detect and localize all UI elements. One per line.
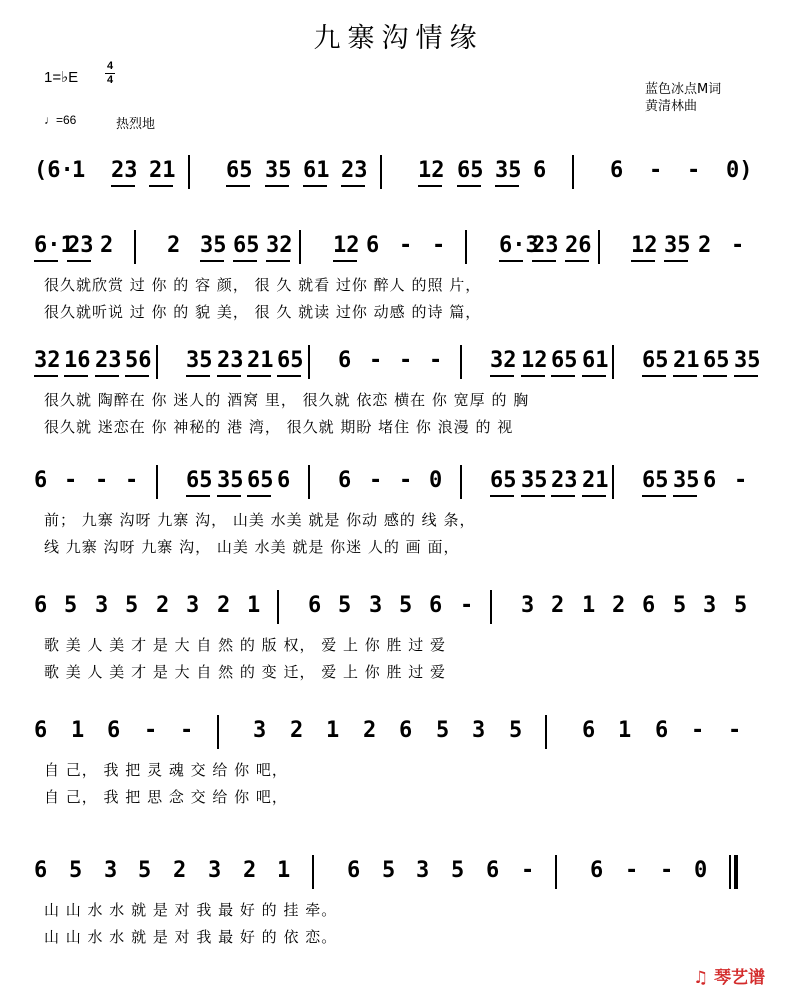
beam-underline — [247, 375, 271, 377]
note-group: 6 — [366, 233, 380, 258]
beam-underline — [200, 260, 224, 262]
note-group: 0 — [694, 858, 708, 883]
logo-icon: ♫ — [693, 968, 709, 988]
beam-underline — [277, 375, 301, 377]
note-group: 35 — [200, 233, 227, 258]
lyric-verse-1: 自 己， 我 把 灵 魂 交 给 你 吧， — [44, 761, 288, 779]
note-group: 1 — [72, 158, 86, 183]
note-group: 61 — [582, 348, 609, 373]
note-group: - — [369, 348, 383, 373]
note-group: 3 — [416, 858, 430, 883]
barline — [572, 155, 574, 189]
beam-underline — [565, 260, 589, 262]
note-group: (6· — [34, 158, 74, 183]
beam-underline — [186, 495, 210, 497]
note-group: 23 — [551, 468, 578, 493]
barline — [308, 345, 310, 379]
beam-underline — [34, 260, 58, 262]
composer-credit: 黄清林曲 — [645, 99, 698, 114]
lyric-verse-2: 山 山 水 水 就 是 对 我 最 好 的 依 恋。 — [44, 928, 338, 946]
note-group: 2 — [243, 858, 257, 883]
note-group: 23 — [217, 348, 244, 373]
note-group: 5 — [382, 858, 396, 883]
score-line — [0, 230, 797, 325]
lyricist-credit: 蓝色冰点M词 — [645, 82, 722, 97]
beam-underline — [247, 495, 271, 497]
beam-underline — [111, 185, 135, 187]
barline — [312, 855, 314, 889]
barline — [460, 465, 462, 499]
note-group: 35 — [265, 158, 292, 183]
note-group: 6 — [34, 718, 48, 743]
barline — [217, 715, 219, 749]
note-group: 3 — [521, 593, 535, 618]
note-group: 35 — [734, 348, 761, 373]
note-group: 32 — [266, 233, 293, 258]
note-group: 12 — [333, 233, 360, 258]
note-group: 1 — [582, 593, 596, 618]
note-group: 6 — [610, 158, 624, 183]
note-group: 6 — [590, 858, 604, 883]
beam-underline — [703, 375, 727, 377]
note-group: 0 — [429, 468, 443, 493]
note-group: 35 — [217, 468, 244, 493]
beam-underline — [495, 185, 519, 187]
beam-underline — [125, 375, 149, 377]
beam-underline — [217, 375, 241, 377]
beam-underline — [217, 495, 241, 497]
note-group: - — [125, 468, 139, 493]
note-group: 23 — [532, 233, 559, 258]
note-group: 65 — [186, 468, 213, 493]
note-group: - — [728, 718, 742, 743]
beam-underline — [673, 495, 697, 497]
beam-underline — [673, 375, 697, 377]
note-group: 23 — [111, 158, 138, 183]
note-group: - — [429, 348, 443, 373]
note-group: 3 — [703, 593, 717, 618]
note-group: 2 — [612, 593, 626, 618]
note-group: 16 — [64, 348, 91, 373]
tempo-marking: ♩=66 — [44, 113, 77, 127]
note-group: 6 — [703, 468, 717, 493]
note-group: 6 — [34, 858, 48, 883]
note-group: 65 — [277, 348, 304, 373]
beam-underline — [582, 495, 606, 497]
note-group: - — [180, 718, 194, 743]
barline — [555, 855, 557, 889]
notation-row — [34, 345, 764, 379]
watermark-logo — [693, 963, 765, 988]
note-group: 3 — [253, 718, 267, 743]
note-group: 6 — [399, 718, 413, 743]
notation-row — [34, 715, 764, 749]
note-group: 1 — [71, 718, 85, 743]
note-group: - — [369, 468, 383, 493]
note-group: 3 — [95, 593, 109, 618]
notation-row — [34, 590, 764, 624]
note-group: 5 — [399, 593, 413, 618]
key-signature: 1=♭E — [44, 69, 79, 86]
note-group: 6 — [277, 468, 291, 493]
note-group: 21 — [247, 348, 274, 373]
beam-underline — [226, 185, 250, 187]
beam-underline — [490, 495, 514, 497]
note-group: 5 — [64, 593, 78, 618]
note-group: - — [691, 718, 705, 743]
note-group: 35 — [186, 348, 213, 373]
barline — [598, 230, 600, 264]
note-group: 32 — [490, 348, 517, 373]
time-signature-top: 4 — [106, 60, 114, 72]
lyric-verse-2: 线 九寨 沟呀 九寨 沟， 山美 水美 就是 你迷 人的 画 面， — [44, 538, 460, 556]
note-group: 35 — [521, 468, 548, 493]
barline — [156, 465, 158, 499]
barline — [380, 155, 382, 189]
note-group: 61 — [303, 158, 330, 183]
note-group: 2 — [551, 593, 565, 618]
notation-row — [34, 230, 764, 264]
note-group: 5 — [125, 593, 139, 618]
note-group: 65 — [551, 348, 578, 373]
note-group: 26 — [565, 233, 592, 258]
note-group: 56 — [125, 348, 152, 373]
beam-underline — [490, 375, 514, 377]
note-group: 65 — [642, 468, 669, 493]
note-group: 65 — [226, 158, 253, 183]
note-group: 2 — [167, 233, 181, 258]
note-group: - — [399, 233, 413, 258]
barline — [134, 230, 136, 264]
note-group: 5 — [138, 858, 152, 883]
beam-underline — [265, 185, 289, 187]
barline — [490, 590, 492, 624]
lyric-verse-1: 山 山 水 水 就 是 对 我 最 好 的 挂 牵。 — [44, 901, 338, 919]
note-group: 1 — [326, 718, 340, 743]
note-group: 2 — [217, 593, 231, 618]
note-group: 2 — [100, 233, 114, 258]
barline — [277, 590, 279, 624]
beam-underline — [521, 495, 545, 497]
beam-underline — [551, 375, 575, 377]
note-group: 5 — [338, 593, 352, 618]
note-group: 6·1 — [34, 233, 74, 258]
note-group: - — [734, 468, 748, 493]
beam-underline — [664, 260, 688, 262]
beam-underline — [631, 260, 655, 262]
beam-underline — [551, 495, 575, 497]
score-line — [0, 465, 797, 560]
note-group: 23 — [341, 158, 368, 183]
note-group: - — [95, 468, 109, 493]
lyric-verse-2: 很久就 迷恋在 你 神秘的 港 湾， 很久就 期盼 堵住 你 浪漫 的 视 — [44, 418, 514, 436]
beam-underline — [521, 375, 545, 377]
note-group: 6 — [34, 593, 48, 618]
note-group: 5 — [451, 858, 465, 883]
note-group: 6 — [642, 593, 656, 618]
barline — [460, 345, 462, 379]
note-group: 23 — [95, 348, 122, 373]
note-group: 21 — [673, 348, 700, 373]
score-line — [0, 715, 797, 810]
note-group: - — [399, 348, 413, 373]
note-group: 6 — [582, 718, 596, 743]
beam-underline — [341, 185, 365, 187]
note-group: - — [625, 858, 639, 883]
note-group: 35 — [664, 233, 691, 258]
note-group: 6·3 — [499, 233, 539, 258]
note-group: 21 — [149, 158, 176, 183]
note-group: 23 — [67, 233, 94, 258]
beam-underline — [303, 185, 327, 187]
lyric-verse-1: 前； 九寨 沟呀 九寨 沟， 山美 水美 就是 你动 感的 线 条， — [44, 511, 476, 529]
barline — [545, 715, 547, 749]
note-group: - — [521, 858, 535, 883]
barline — [612, 345, 614, 379]
note-group: - — [731, 233, 745, 258]
beam-underline — [642, 495, 666, 497]
note-group: 2 — [363, 718, 377, 743]
note-group: 3 — [208, 858, 222, 883]
beam-underline — [95, 375, 119, 377]
note-group: 6 — [655, 718, 669, 743]
barline — [299, 230, 301, 264]
beam-underline — [418, 185, 442, 187]
note-group: - — [687, 158, 701, 183]
note-group: 6 — [338, 468, 352, 493]
note-group: 6 — [107, 718, 121, 743]
note-group: 12 — [418, 158, 445, 183]
note-group: 1 — [247, 593, 261, 618]
note-group: - — [649, 158, 663, 183]
notation-row — [34, 855, 764, 889]
barline — [612, 465, 614, 499]
beam-underline — [149, 185, 173, 187]
note-group: 6 — [338, 348, 352, 373]
lyric-verse-1: 歌 美 人 美 才 是 大 自 然 的 版 权， 爱 上 你 胜 过 爱 — [44, 636, 447, 654]
lyric-verse-2: 自 己， 我 把 思 念 交 给 你 吧， — [44, 788, 288, 806]
lyric-verse-2: 很久就听说 过 你 的 貌 美， 很 久 就读 过你 动感 的诗 篇， — [44, 303, 482, 321]
note-group: 35 — [495, 158, 522, 183]
note-group: 35 — [673, 468, 700, 493]
note-group: 65 — [247, 468, 274, 493]
note-group: 5 — [734, 593, 748, 618]
beam-underline — [582, 375, 606, 377]
note-group: 5 — [509, 718, 523, 743]
note-group: 65 — [490, 468, 517, 493]
note-group: 6 — [347, 858, 361, 883]
time-signature-bottom: 4 — [106, 74, 114, 86]
beam-underline — [233, 260, 257, 262]
watermark-text: 琴艺谱 — [714, 968, 766, 988]
song-title: 九寨沟情缘 — [313, 23, 484, 54]
note-group: - — [432, 233, 446, 258]
note-group: 65 — [642, 348, 669, 373]
beam-underline — [34, 375, 58, 377]
note-group: 0) — [726, 158, 753, 183]
note-group: 21 — [582, 468, 609, 493]
note-group: - — [460, 593, 474, 618]
beam-underline — [64, 375, 88, 377]
beam-underline — [67, 260, 91, 262]
note-group: 2 — [290, 718, 304, 743]
lyric-verse-2: 歌 美 人 美 才 是 大 自 然 的 变 迁， 爱 上 你 胜 过 爱 — [44, 663, 447, 681]
note-group: 6 — [429, 593, 443, 618]
note-group: 65 — [703, 348, 730, 373]
note-group: 65 — [457, 158, 484, 183]
beam-underline — [457, 185, 481, 187]
note-group: - — [399, 468, 413, 493]
note-group: 12 — [631, 233, 658, 258]
note-group: 3 — [472, 718, 486, 743]
notation-row — [34, 155, 764, 189]
beam-underline — [642, 375, 666, 377]
beam-underline — [734, 375, 758, 377]
note-group: 3 — [186, 593, 200, 618]
beam-underline — [266, 260, 290, 262]
expression-marking: 热烈地 — [116, 117, 156, 132]
note-group: 6 — [308, 593, 322, 618]
note-group: 2 — [698, 233, 712, 258]
note-group: 1 — [618, 718, 632, 743]
note-group: 12 — [521, 348, 548, 373]
note-group: 6 — [34, 468, 48, 493]
score-line — [0, 855, 797, 950]
score-line — [0, 590, 797, 685]
note-group: 32 — [34, 348, 61, 373]
lyric-verse-1: 很久就欣赏 过 你 的 容 颜， 很 久 就看 过你 醉人 的照 片， — [44, 276, 482, 294]
final-barline — [729, 855, 738, 889]
time-signature — [105, 60, 115, 87]
note-group: 6 — [533, 158, 547, 183]
note-group: 5 — [436, 718, 450, 743]
note-group: 6 — [486, 858, 500, 883]
beam-underline — [186, 375, 210, 377]
note-group: 1 — [277, 858, 291, 883]
note-group: 3 — [369, 593, 383, 618]
beam-underline — [499, 260, 523, 262]
note-group: - — [144, 718, 158, 743]
barline — [188, 155, 190, 189]
beam-underline — [333, 260, 357, 262]
barline — [156, 345, 158, 379]
note-group: 5 — [69, 858, 83, 883]
note-group: 2 — [156, 593, 170, 618]
notation-row — [34, 465, 764, 499]
note-group: 5 — [673, 593, 687, 618]
score-line — [0, 345, 797, 440]
note-group: - — [64, 468, 78, 493]
note-group: 65 — [233, 233, 260, 258]
beam-underline — [532, 260, 556, 262]
note-group: 2 — [173, 858, 187, 883]
note-group: 3 — [104, 858, 118, 883]
note-group: - — [660, 858, 674, 883]
barline — [465, 230, 467, 264]
lyric-verse-1: 很久就 陶醉在 你 迷人的 酒窝 里， 很久就 依恋 横在 你 宽厚 的 胸 — [44, 391, 530, 409]
barline — [308, 465, 310, 499]
